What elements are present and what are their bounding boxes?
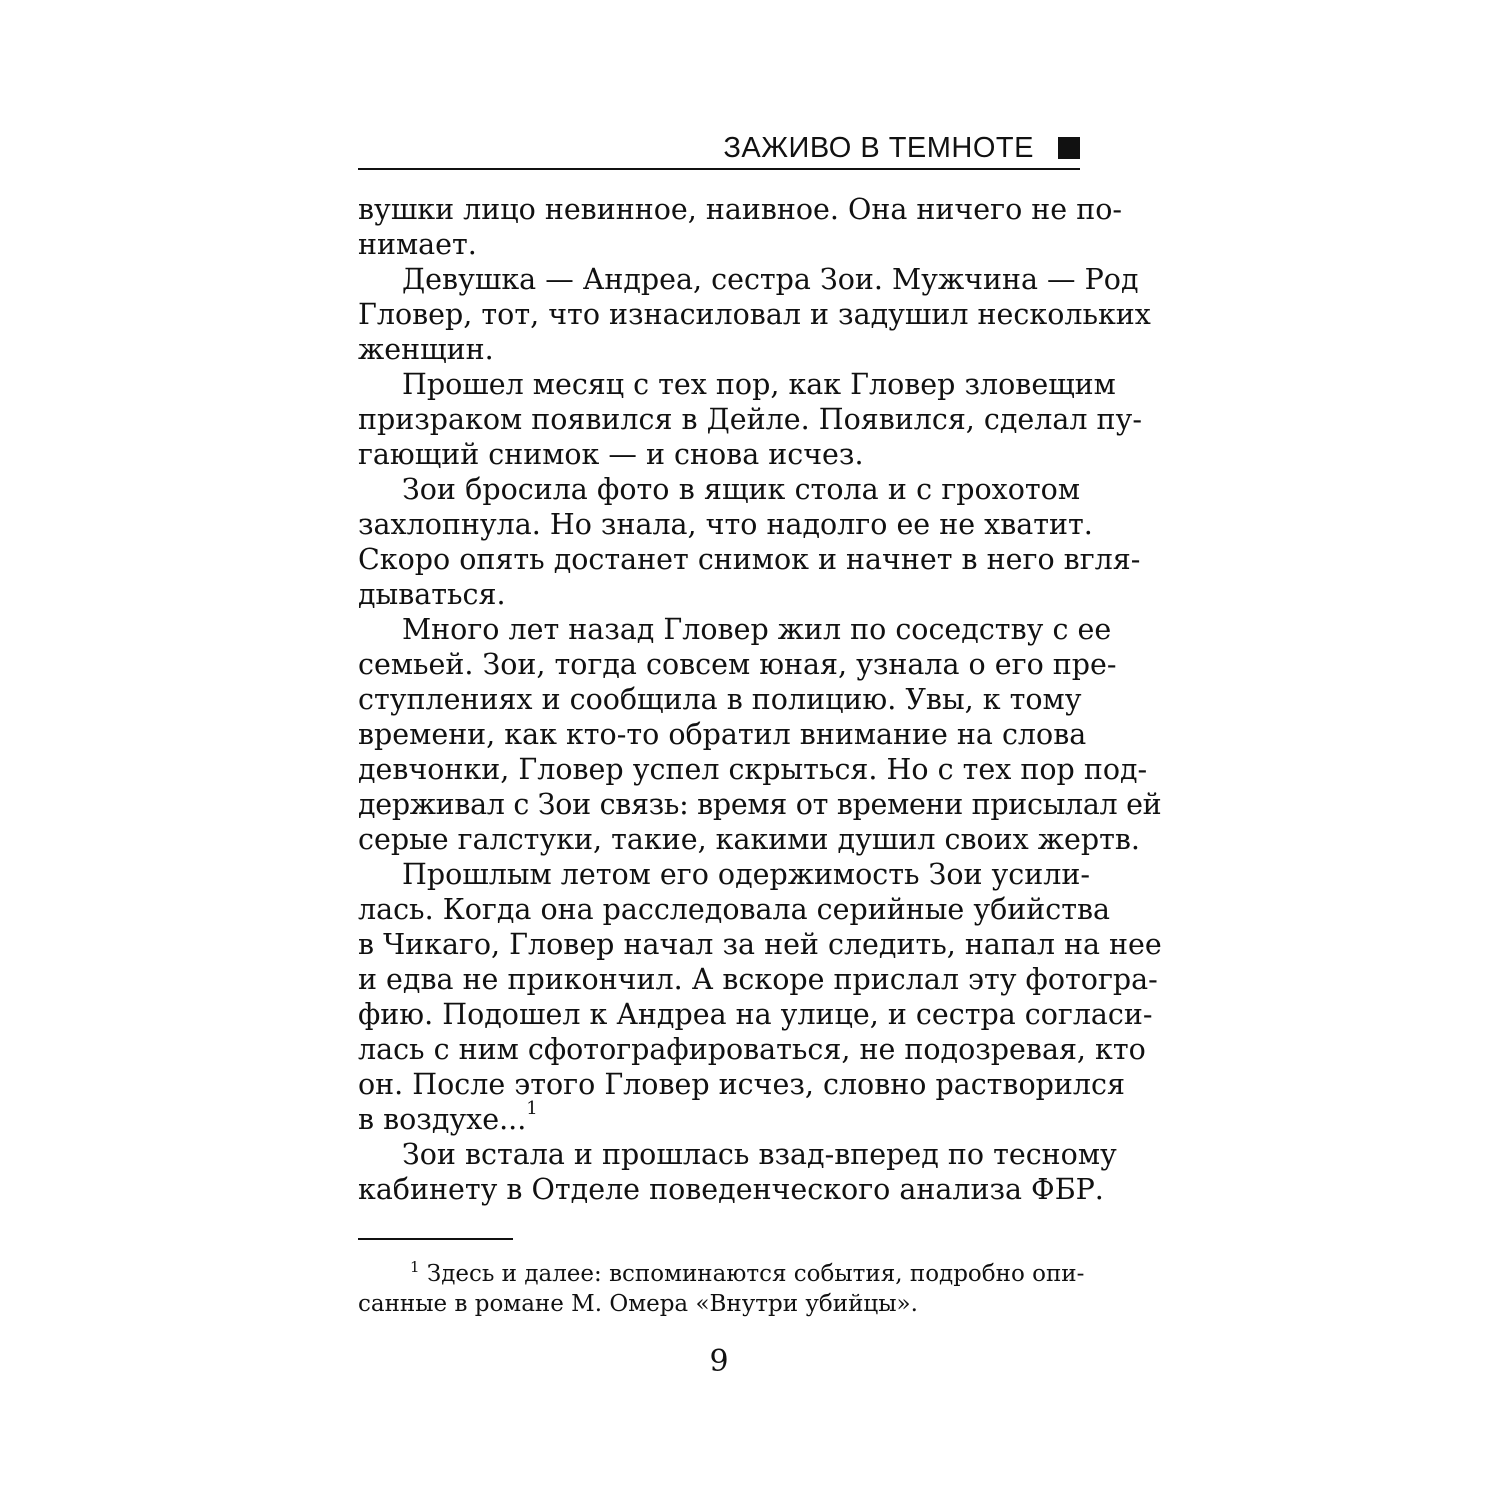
footnote [358, 1258, 1085, 1319]
running-head-title: ЗАЖИВО В ТЕМНОТЕ [723, 132, 1034, 164]
body-line: лась с ним сфотографироваться, не подозревая, кто [358, 1033, 1146, 1066]
body-line: Скоро опять достанет снимок и начнет в него вгля- [358, 543, 1141, 576]
body-line: держивал с Зои связь: время от времени присылал ей [358, 788, 1162, 821]
body-line: захлопнула. Но знала, что надолго ее не хватит. [358, 508, 1093, 541]
footnote-line [358, 1258, 1085, 1289]
body-line: времени, как кто-то обратил внимание на слова [358, 718, 1087, 751]
body-line: гающий снимок — и снова исчез. [358, 438, 864, 471]
body-line: дываться. [358, 578, 506, 611]
footnote-line: санные в романе М. Омера «Внутри убийцы». [358, 1291, 918, 1317]
body-line: лась. Когда она расследовала серийные убийства [358, 893, 1111, 926]
body-line: вушки лицо невинное, наивное. Она ничего не по- [358, 193, 1122, 226]
footnote-reference: 1 [526, 1098, 538, 1119]
body-text [358, 192, 1162, 1207]
body-line: кабинету в Отделе поведенческого анализа ФБР. [358, 1173, 1104, 1206]
body-line: Зои бросила фото в ящик стола и с грохотом [402, 473, 1080, 506]
body-line: Много лет назад Гловер жил по соседству с ее [402, 613, 1112, 646]
body-line: призраком появился в Дейле. Появился, сделал пу- [358, 403, 1142, 436]
body-line-with-footnote [358, 1098, 1080, 1137]
body-line: фию. Подошел к Андреа на улице, и сестра согласи- [358, 998, 1153, 1031]
body-line: в Чикаго, Гловер начал за ней следить, напал на нее [358, 928, 1162, 961]
page-number: 9 [709, 1344, 729, 1379]
footnote-marker: 1 [410, 1258, 420, 1276]
body-line: семьей. Зои, тогда совсем юная, узнала о его пре- [358, 648, 1117, 681]
body-line: Прошел месяц с тех пор, как Гловер зловещим [402, 368, 1116, 401]
body-line: ступлениях и сообщила в полицию. Увы, к тому [358, 683, 1082, 716]
body-line: Зои встала и прошлась взад-вперед по тесному [402, 1138, 1117, 1171]
body-line: Гловер, тот, что изнасиловал и задушил нескольких [358, 298, 1151, 331]
body-line: Девушка — Андреа, сестра Зои. Мужчина — Род [402, 263, 1139, 296]
footnote-text: Здесь и далее: вспоминаются события, подробно опи- [426, 1261, 1085, 1287]
body-line: серые галстуки, такие, какими душил своих жертв. [358, 823, 1140, 856]
running-head [358, 128, 1080, 170]
body-line: нимает. [358, 228, 477, 261]
body-line: он. После этого Гловер исчез, словно растворился [358, 1068, 1125, 1101]
body-line: и едва не прикончил. А вскоре прислал эту фотогра- [358, 963, 1158, 996]
footnote-divider [358, 1238, 513, 1240]
body-line: девчонки, Гловер успел скрыться. Но с тех пор под- [358, 753, 1148, 786]
body-line: женщин. [358, 333, 494, 366]
running-head-square-icon [1058, 137, 1080, 159]
body-line: Прошлым летом его одержимость Зои усили- [402, 858, 1090, 891]
body-line-text: в воздухе... [358, 1103, 527, 1136]
book-page [358, 0, 1162, 1500]
